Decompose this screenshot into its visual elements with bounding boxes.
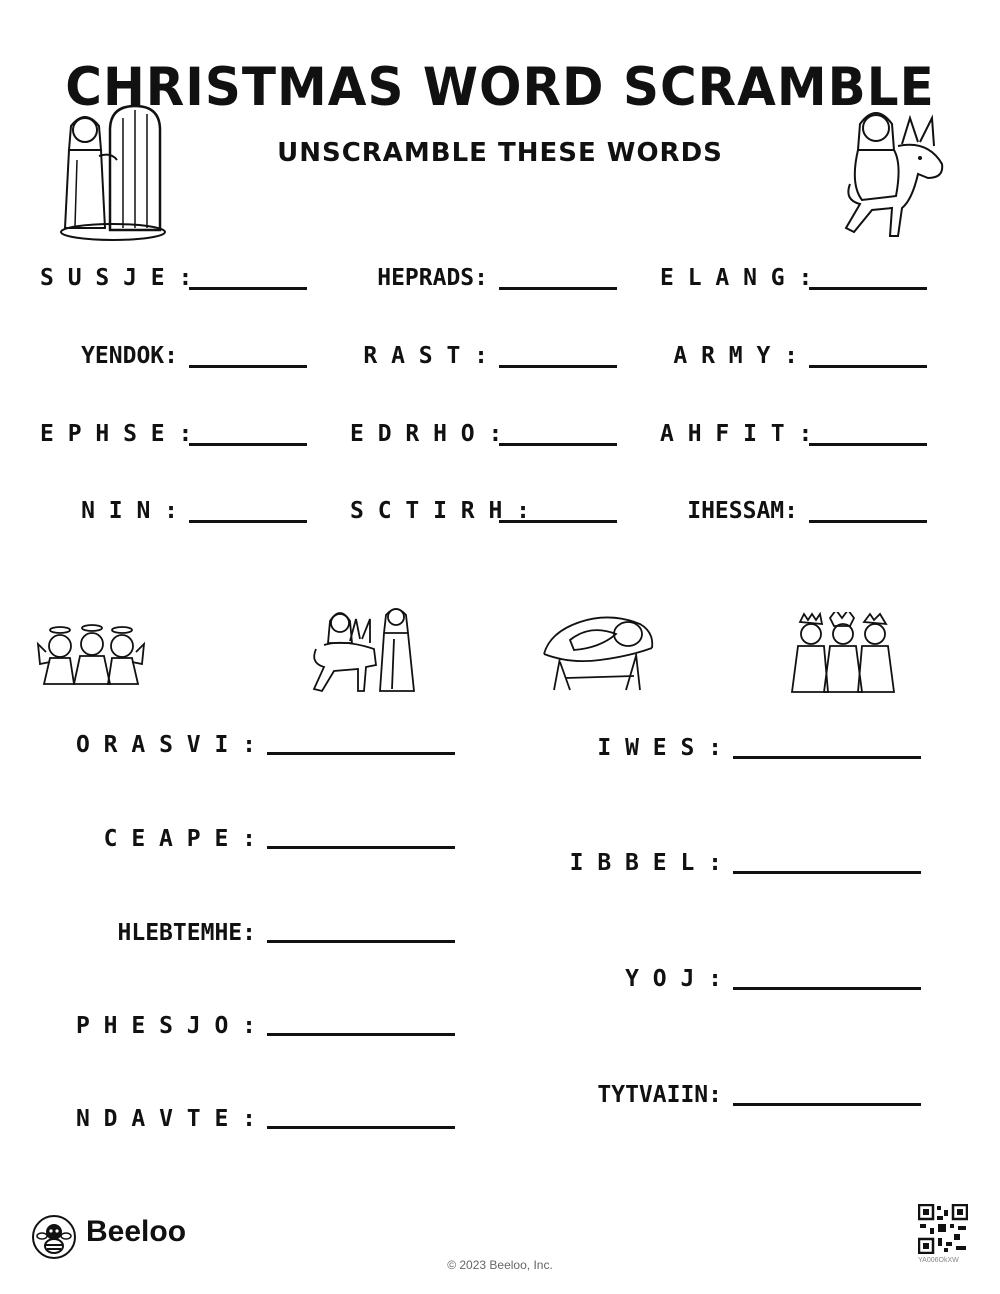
answer-line[interactable] xyxy=(809,365,927,368)
answer-line[interactable] xyxy=(267,846,455,849)
scrambled-word: YENDOK: xyxy=(81,343,178,369)
brand-name: Beeloo xyxy=(86,1215,187,1248)
scrambled-word: A R M Y : xyxy=(673,343,798,369)
answer-line[interactable] xyxy=(499,520,617,523)
answer-line[interactable] xyxy=(733,987,921,990)
scrambled-word: Y O J : xyxy=(625,966,722,992)
scrambled-word: R A S T : xyxy=(363,343,488,369)
answer-line[interactable] xyxy=(189,520,307,523)
scrambled-word: HLEBTEMHE: xyxy=(117,920,256,946)
holy-family-travel-illustration xyxy=(304,605,424,695)
answer-line[interactable] xyxy=(189,287,307,290)
three-angels-illustration xyxy=(36,622,146,688)
scrambled-word: S U S J E : xyxy=(40,265,193,291)
scrambled-word: TYTVAIIN: xyxy=(597,1082,722,1108)
answer-line[interactable] xyxy=(189,365,307,368)
scrambled-word: E P H S E : xyxy=(40,421,193,447)
scrambled-word: C E A P E : xyxy=(103,826,256,852)
scrambled-word: A H F I T : xyxy=(660,421,813,447)
answer-line[interactable] xyxy=(809,520,927,523)
qr-code-icon xyxy=(918,1204,968,1254)
answer-line[interactable] xyxy=(809,287,927,290)
answer-line[interactable] xyxy=(267,1126,455,1129)
answer-line[interactable] xyxy=(267,1033,455,1036)
answer-line[interactable] xyxy=(733,756,921,759)
scrambled-word: I W E S : xyxy=(597,735,722,761)
scrambled-word: I B B E L : xyxy=(569,850,722,876)
answer-line[interactable] xyxy=(809,443,927,446)
scrambled-word: E L A N G : xyxy=(660,265,813,291)
answer-line[interactable] xyxy=(267,940,455,943)
answer-line[interactable] xyxy=(499,443,617,446)
scrambled-word: IHESSAM: xyxy=(687,498,798,524)
baby-in-manger-illustration xyxy=(540,604,658,694)
three-wise-men-illustration xyxy=(788,612,898,694)
bee-logo-icon xyxy=(30,1214,78,1260)
scrambled-word: S C T I R H : xyxy=(350,498,531,524)
qr-code-id: YA006OkXW xyxy=(918,1257,959,1264)
scrambled-word: O R A S V I : xyxy=(75,732,256,758)
copyright-text: © 2023 Beeloo, Inc. xyxy=(447,1258,553,1272)
mary-on-donkey-illustration xyxy=(832,104,950,242)
page-title: CHRISTMAS WORD SCRAMBLE xyxy=(65,56,935,118)
answer-line[interactable] xyxy=(267,752,455,755)
answer-line[interactable] xyxy=(189,443,307,446)
answer-line[interactable] xyxy=(733,871,921,874)
scrambled-word: P H E S J O : xyxy=(75,1013,256,1039)
joseph-at-door-illustration xyxy=(55,100,170,242)
answer-line[interactable] xyxy=(499,365,617,368)
scrambled-word: HEPRADS: xyxy=(377,265,488,291)
page-subtitle: UNSCRAMBLE THESE WORDS xyxy=(277,138,723,168)
scrambled-word: E D R H O : xyxy=(350,421,503,447)
scrambled-word: N I N : xyxy=(81,498,178,524)
answer-line[interactable] xyxy=(733,1103,921,1106)
scrambled-word: N D A V T E : xyxy=(75,1106,256,1132)
answer-line[interactable] xyxy=(499,287,617,290)
